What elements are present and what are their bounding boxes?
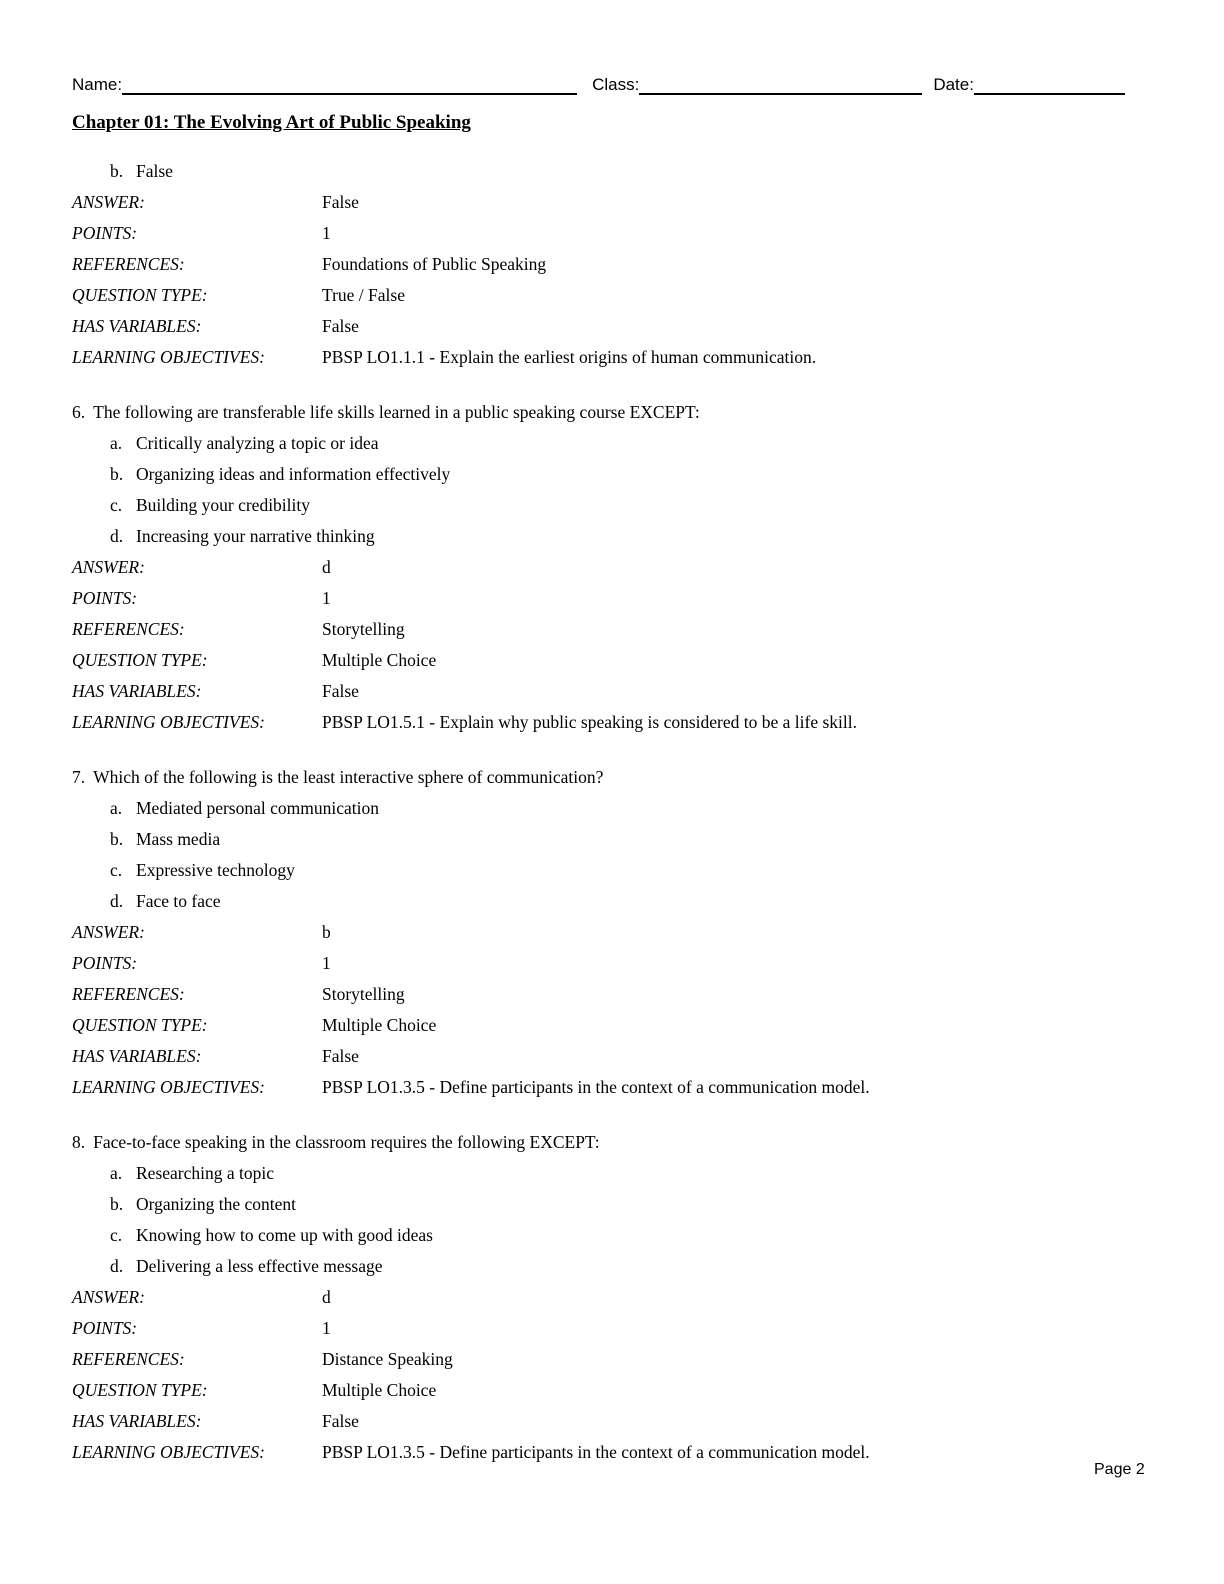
option-letter: d.	[110, 526, 124, 546]
meta-row-has-variables	[72, 1406, 1152, 1437]
meta-row-answer	[72, 187, 1152, 218]
question-type-label: QUESTION TYPE:	[72, 285, 208, 305]
answer-option	[72, 156, 1152, 187]
answer-label: ANSWER:	[72, 192, 145, 212]
question-type-label: QUESTION TYPE:	[72, 650, 208, 670]
answer-label: ANSWER:	[72, 557, 145, 577]
option-text: Knowing how to come up with good ideas	[136, 1225, 433, 1245]
question-type-label: QUESTION TYPE:	[72, 1380, 208, 1400]
references-value: Foundations of Public Speaking	[322, 254, 547, 274]
question-number: 8.	[72, 1132, 86, 1152]
meta-row-references	[72, 1344, 1152, 1375]
meta-row-question-type	[72, 280, 1152, 311]
has-variables-value: False	[322, 1046, 359, 1066]
date-label: Date:	[933, 75, 974, 94]
learning-objectives-value: PBSP LO1.3.5 - Define participants in the context of a communication model.	[322, 1077, 870, 1097]
meta-row-references	[72, 979, 1152, 1010]
question-block-continuation	[72, 156, 1152, 373]
meta-row-has-variables	[72, 1041, 1152, 1072]
answer-option	[72, 428, 1152, 459]
has-variables-label: HAS VARIABLES:	[72, 681, 202, 701]
option-letter: d.	[110, 891, 124, 911]
meta-row-learning-objectives	[72, 342, 1152, 373]
question-stem	[72, 1127, 1152, 1158]
references-value: Storytelling	[322, 984, 405, 1004]
option-letter: c.	[110, 1225, 123, 1245]
answer-option	[72, 1189, 1152, 1220]
question-block-6	[72, 397, 1152, 738]
question-content	[72, 156, 1152, 1468]
learning-objectives-value: PBSP LO1.5.1 - Explain why public speaking is considered to be a life skill.	[322, 712, 857, 732]
meta-row-points	[72, 948, 1152, 979]
meta-row-learning-objectives	[72, 1437, 1152, 1468]
answer-value: False	[322, 192, 359, 212]
has-variables-value: False	[322, 316, 359, 336]
meta-row-answer	[72, 917, 1152, 948]
meta-row-learning-objectives	[72, 707, 1152, 738]
class-label: Class:	[592, 75, 640, 94]
option-text: Building your credibility	[136, 495, 311, 515]
answer-value: b	[322, 922, 331, 942]
answer-option	[72, 886, 1152, 917]
class-blank-line	[639, 74, 922, 95]
option-text: Critically analyzing a topic or idea	[136, 433, 379, 453]
page-number: Page 2	[1094, 1461, 1145, 1478]
answer-value: d	[322, 557, 331, 577]
points-label: POINTS:	[72, 953, 138, 973]
points-value: 1	[322, 588, 331, 608]
answer-option	[72, 1158, 1152, 1189]
option-letter: b.	[110, 1194, 124, 1214]
points-value: 1	[322, 223, 331, 243]
question-text: The following are transferable life skills learned in a public speaking course EXCEPT:	[93, 402, 700, 422]
has-variables-value: False	[322, 681, 359, 701]
meta-row-has-variables	[72, 676, 1152, 707]
answer-option	[72, 1251, 1152, 1282]
learning-objectives-label: LEARNING OBJECTIVES:	[72, 1442, 265, 1462]
learning-objectives-value: PBSP LO1.1.1 - Explain the earliest origins of human communication.	[322, 347, 817, 367]
answer-option	[72, 490, 1152, 521]
meta-row-points	[72, 583, 1152, 614]
question-stem	[72, 397, 1152, 428]
answer-label: ANSWER:	[72, 922, 145, 942]
option-text: Organizing the content	[136, 1194, 297, 1214]
date-blank-line	[974, 74, 1125, 95]
question-stem	[72, 762, 1152, 793]
option-text: Face to face	[136, 891, 221, 911]
references-label: REFERENCES:	[72, 1349, 185, 1369]
question-type-value: Multiple Choice	[322, 1380, 437, 1400]
question-type-value: True / False	[322, 285, 405, 305]
learning-objectives-label: LEARNING OBJECTIVES:	[72, 712, 265, 732]
option-letter: c.	[110, 860, 123, 880]
option-letter: b.	[110, 464, 124, 484]
answer-option	[72, 459, 1152, 490]
meta-row-question-type	[72, 645, 1152, 676]
meta-row-references	[72, 614, 1152, 645]
option-text: Increasing your narrative thinking	[136, 526, 375, 546]
answer-label: ANSWER:	[72, 1287, 145, 1307]
references-label: REFERENCES:	[72, 254, 185, 274]
points-value: 1	[322, 1318, 331, 1338]
meta-row-points	[72, 1313, 1152, 1344]
meta-row-has-variables	[72, 311, 1152, 342]
answer-option	[72, 521, 1152, 552]
has-variables-label: HAS VARIABLES:	[72, 1046, 202, 1066]
option-text: False	[136, 161, 173, 181]
meta-row-answer	[72, 552, 1152, 583]
header	[72, 74, 1138, 95]
chapter-title: Chapter 01: The Evolving Art of Public Speaking	[72, 112, 471, 133]
option-letter: c.	[110, 495, 123, 515]
references-label: REFERENCES:	[72, 984, 185, 1004]
question-text: Face-to-face speaking in the classroom requires the following EXCEPT:	[93, 1132, 600, 1152]
meta-row-question-type	[72, 1375, 1152, 1406]
has-variables-label: HAS VARIABLES:	[72, 1411, 202, 1431]
question-text: Which of the following is the least interactive sphere of communication?	[93, 767, 604, 787]
meta-row-references	[72, 249, 1152, 280]
meta-row-question-type	[72, 1010, 1152, 1041]
name-blank-line	[122, 74, 577, 95]
answer-option	[72, 824, 1152, 855]
question-block-7	[72, 762, 1152, 1103]
answer-value: d	[322, 1287, 331, 1307]
points-value: 1	[322, 953, 331, 973]
option-letter: b.	[110, 161, 124, 181]
meta-row-answer	[72, 1282, 1152, 1313]
points-label: POINTS:	[72, 588, 138, 608]
answer-option	[72, 1220, 1152, 1251]
option-letter: d.	[110, 1256, 124, 1276]
meta-row-points	[72, 218, 1152, 249]
option-letter: a.	[110, 1163, 123, 1183]
learning-objectives-label: LEARNING OBJECTIVES:	[72, 1077, 265, 1097]
learning-objectives-value: PBSP LO1.3.5 - Define participants in the context of a communication model.	[322, 1442, 870, 1462]
answer-option	[72, 855, 1152, 886]
references-value: Distance Speaking	[322, 1349, 453, 1369]
option-letter: a.	[110, 433, 123, 453]
has-variables-value: False	[322, 1411, 359, 1431]
references-value: Storytelling	[322, 619, 405, 639]
name-label: Name:	[72, 75, 123, 94]
has-variables-label: HAS VARIABLES:	[72, 316, 202, 336]
option-text: Organizing ideas and information effectively	[136, 464, 451, 484]
references-label: REFERENCES:	[72, 619, 185, 639]
question-block-8	[72, 1127, 1152, 1468]
option-letter: a.	[110, 798, 123, 818]
option-text: Mass media	[136, 829, 221, 849]
option-text: Mediated personal communication	[136, 798, 379, 818]
question-type-value: Multiple Choice	[322, 650, 437, 670]
learning-objectives-label: LEARNING OBJECTIVES:	[72, 347, 265, 367]
question-type-label: QUESTION TYPE:	[72, 1015, 208, 1035]
question-number: 6.	[72, 402, 86, 422]
option-text: Delivering a less effective message	[136, 1256, 383, 1276]
answer-option	[72, 793, 1152, 824]
option-text: Researching a topic	[136, 1163, 275, 1183]
option-letter: b.	[110, 829, 124, 849]
question-type-value: Multiple Choice	[322, 1015, 437, 1035]
question-number: 7.	[72, 767, 86, 787]
option-text: Expressive technology	[136, 860, 295, 880]
meta-row-learning-objectives	[72, 1072, 1152, 1103]
points-label: POINTS:	[72, 223, 138, 243]
points-label: POINTS:	[72, 1318, 138, 1338]
